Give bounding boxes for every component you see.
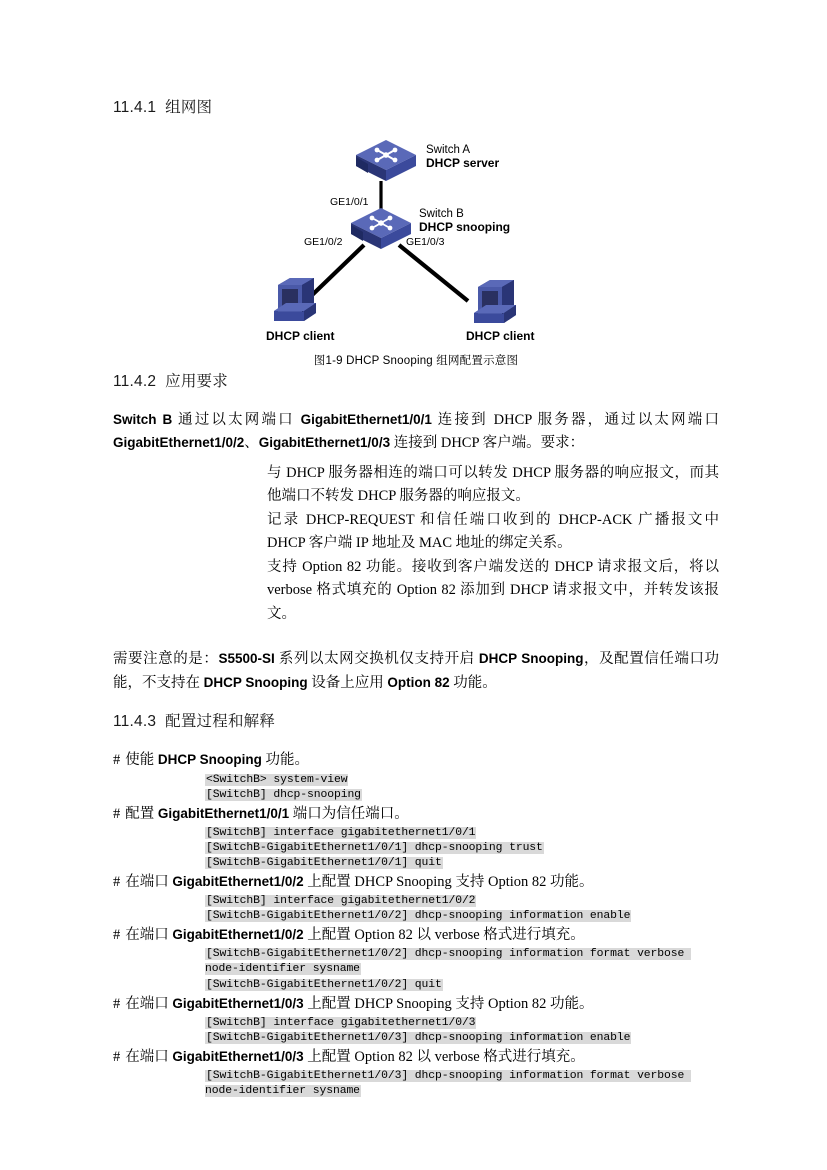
code-line	[205, 894, 719, 909]
network-topology-figure	[113, 133, 719, 367]
code-line	[205, 1069, 719, 1099]
step-desc-bold: GigabitEthernet1/0/1	[157, 805, 290, 821]
code-line	[205, 1031, 719, 1046]
code-line	[205, 909, 719, 924]
step-desc-post: 上配置 Option 82 以 verbose 格式进行填充。	[303, 1048, 585, 1065]
requirements-intro-paragraph	[113, 409, 719, 456]
config-code-block	[205, 947, 719, 992]
heading-text: 应用要求	[165, 373, 228, 390]
config-step-description	[113, 993, 719, 1016]
step-desc-pre: 使能	[125, 752, 158, 769]
step-desc-bold: GigabitEthernet1/0/3	[172, 1048, 304, 1064]
dhcp-client-right-icon	[474, 280, 516, 323]
requirement-item: 记录 DHCP-REQUEST 和信任端口收到的 DHCP-ACK 广播报文中 DHCP 客户端 IP 地址及 MAC 地址的绑定关系。	[267, 511, 719, 552]
step-desc-post: 上配置 DHCP Snooping 支持 Option 82 功能。	[303, 995, 594, 1012]
heading-configuration-procedure	[113, 709, 719, 731]
heading-number: 11.4.3	[113, 713, 157, 731]
heading-application-requirements	[113, 369, 719, 391]
link-b-to-client-left	[308, 245, 364, 299]
code-line	[205, 773, 719, 788]
step-desc-post: 功能。	[261, 752, 309, 769]
requirements-note-paragraph	[113, 648, 719, 695]
config-step-description	[113, 749, 719, 772]
code-line	[205, 1016, 719, 1031]
link-b-to-client-right	[399, 245, 468, 301]
config-step-description	[113, 1046, 719, 1069]
code-line-text: [SwitchB-GigabitEthernet1/0/2] quit	[206, 978, 442, 991]
note-text-5: 功能。	[449, 674, 497, 691]
code-line-text: [SwitchB-GigabitEthernet1/0/3] dhcp-snooping information format verbose node-identifier sysname	[205, 1070, 691, 1098]
topology-svg	[256, 133, 576, 348]
requirements-list	[113, 462, 719, 626]
intro-sep: 、	[244, 435, 259, 452]
figure-caption: 图1-9 DHCP Snooping 组网配置示意图	[313, 355, 519, 367]
code-line-text: [SwitchB-GigabitEthernet1/0/2] dhcp-snooping information enable	[206, 910, 631, 923]
switch-a-role-label: DHCP server	[426, 156, 500, 170]
note-feature-2: DHCP Snooping	[203, 674, 308, 690]
step-desc-pre: 在端口	[125, 1048, 173, 1065]
requirement-item: 与 DHCP 服务器相连的端口可以转发 DHCP 服务器的响应报文，而其他端口不转发 DHCP 服务器的响应报文。	[267, 464, 719, 505]
code-line	[205, 856, 719, 871]
code-line-text: [SwitchB] interface gigabitethernet1/0/2	[206, 895, 476, 908]
config-step-description	[113, 803, 719, 826]
dhcp-client-right-label: DHCP client	[466, 329, 535, 343]
heading-networking-diagram	[113, 95, 719, 117]
note-text-3: ，及配置信任端口功能，不支持在	[113, 651, 720, 691]
requirement-item: 支持 Option 82 功能。接收到客户端发送的 DHCP 请求报文后，将以 verbose 格式填充的 Option 82 添加到 DHCP 请求报文中，并转发该报文。	[267, 558, 719, 622]
code-line-text: [SwitchB] interface gigabitethernet1/0/3	[206, 1016, 476, 1029]
switch-b-icon	[351, 208, 411, 249]
switch-b-role-label: DHCP snooping	[419, 220, 511, 234]
code-line-text: [SwitchB-GigabitEthernet1/0/3] dhcp-snooping information enable	[206, 1031, 631, 1044]
note-text-2: 系列以太网交换机仅支持开启	[274, 651, 479, 668]
step-desc-bold: DHCP Snooping	[157, 752, 262, 768]
step-hash-marker: #	[113, 805, 121, 822]
step-hash-marker: #	[113, 752, 121, 769]
step-desc-post: 上配置 DHCP Snooping 支持 Option 82 功能。	[303, 873, 594, 890]
config-code-block	[205, 894, 719, 924]
step-hash-marker: #	[113, 873, 121, 890]
config-code-block	[205, 773, 719, 803]
intro-text-1: 通过以太网端口	[172, 412, 301, 428]
step-hash-marker: #	[113, 927, 121, 944]
config-code-block	[205, 826, 719, 871]
step-desc-pre: 在端口	[125, 927, 173, 944]
config-step-description	[113, 871, 719, 894]
code-line	[205, 978, 719, 993]
step-desc-post: 端口为信任端口。	[289, 805, 409, 822]
code-line-text: [SwitchB-GigabitEthernet1/0/2] dhcp-snooping information format verbose node-identifier sysname	[205, 948, 691, 976]
code-line-text: [SwitchB] interface gigabitethernet1/0/1	[206, 826, 476, 839]
step-desc-bold: GigabitEthernet1/0/2	[172, 927, 304, 943]
config-step-description	[113, 924, 719, 947]
step-desc-pre: 在端口	[125, 995, 173, 1012]
code-line	[205, 788, 719, 803]
intro-port-2: GigabitEthernet1/0/2	[113, 435, 245, 451]
step-hash-marker: #	[113, 1048, 121, 1065]
step-desc-pre: 在端口	[125, 873, 173, 890]
heading-number: 11.4.2	[113, 373, 157, 390]
intro-switch-b: Switch B	[113, 412, 173, 427]
note-text-4: 设备上应用	[307, 674, 388, 691]
code-line-text: <SwitchB> system-view	[206, 773, 348, 786]
code-line	[205, 947, 719, 977]
switch-a-name-label: Switch A	[426, 144, 471, 156]
intro-port-3: GigabitEthernet1/0/3	[258, 435, 391, 451]
code-line-text: [SwitchB] dhcp-snooping	[206, 788, 361, 801]
port-label-ge2: GE1/0/2	[304, 236, 343, 248]
note-text-1: 需要注意的是：	[113, 651, 219, 668]
dhcp-client-left-label: DHCP client	[266, 329, 335, 343]
code-line	[205, 826, 719, 841]
heading-text: 配置过程和解释	[165, 713, 276, 731]
step-desc-post: 上配置 Option 82 以 verbose 格式进行填充。	[303, 927, 585, 944]
note-model: S5500-SI	[218, 651, 275, 667]
intro-text-3: 连接到 DHCP 客户端。要求：	[390, 435, 585, 452]
step-desc-bold: GigabitEthernet1/0/3	[172, 995, 304, 1011]
config-code-block	[205, 1069, 719, 1099]
switch-b-name-label: Switch B	[419, 208, 464, 220]
note-option82: Option 82	[387, 674, 450, 690]
intro-port-1: GigabitEthernet1/0/1	[300, 412, 432, 427]
intro-text-2: 连接到 DHCP 服务器，通过以太网端口	[431, 412, 719, 428]
heading-text: 组网图	[165, 99, 213, 116]
note-feature-1: DHCP Snooping	[478, 651, 584, 667]
port-label-ge1: GE1/0/1	[330, 196, 369, 208]
step-hash-marker: #	[113, 995, 121, 1012]
config-code-block	[205, 1016, 719, 1046]
step-desc-bold: GigabitEthernet1/0/2	[172, 873, 304, 889]
dhcp-client-left-icon	[274, 278, 316, 321]
port-label-ge3: GE1/0/3	[406, 236, 445, 248]
code-line-text: [SwitchB-GigabitEthernet1/0/1] quit	[206, 856, 442, 869]
step-desc-pre: 配置	[125, 805, 158, 822]
switch-a-icon	[356, 140, 416, 181]
heading-number: 11.4.1	[113, 99, 157, 116]
code-line-text: [SwitchB-GigabitEthernet1/0/1] dhcp-snooping trust	[206, 841, 543, 854]
page-content	[113, 95, 719, 1099]
code-line	[205, 841, 719, 856]
